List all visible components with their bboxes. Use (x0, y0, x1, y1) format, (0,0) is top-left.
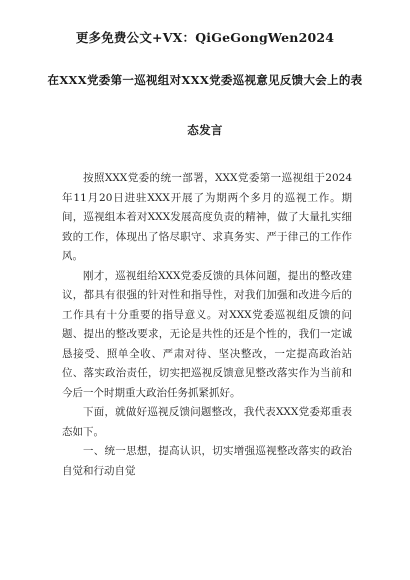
body-paragraph: 刚才，巡视组给XXX党委反馈的具体问题，提出的整改建议，都具有很强的针对性和指导性，对我们加强和改进今后的工作具有十分重要的指导意义。对XXX党委巡视组反馈的问题、提出的整改要求，无论是共性的还是个性的，我们一定诚恳接受、照单全收、严肃对待、坚决整改，一定提高政治站位、落实政治责任，切实把巡视反馈意见整改落实作为当前和今后一个时期重大政治任务抓紧抓好。 (62, 269, 352, 399)
document-title-line-2: 态发言 (187, 123, 223, 137)
document-body (62, 169, 352, 481)
section-heading: 一、统一思想，提高认识，切实增强巡视整改落实的政治自觉和行动自觉 (62, 445, 352, 477)
document-title-line-1: 在XXX党委第一巡视组对XXX党委巡视意见反馈大会上的表 (47, 73, 363, 87)
body-paragraph: 下面，就做好巡视反馈问题整改，我代表XXX党委郑重表态如下。 (62, 406, 352, 438)
header-note: 更多免费公文+VX：QiGeGongWen2024 (75, 30, 335, 45)
body-paragraph: 按照XXX党委的统一部署，XXX党委第一巡视组于2024年11月20日进驻XXX开展了为期两个多月的巡视工作。期间，巡视组本着对XXX发展高度负责的精神，做了大量扎实细致的工作，体现出了恪尽职守、求真务实、严于律己的工作作风。 (62, 172, 352, 262)
